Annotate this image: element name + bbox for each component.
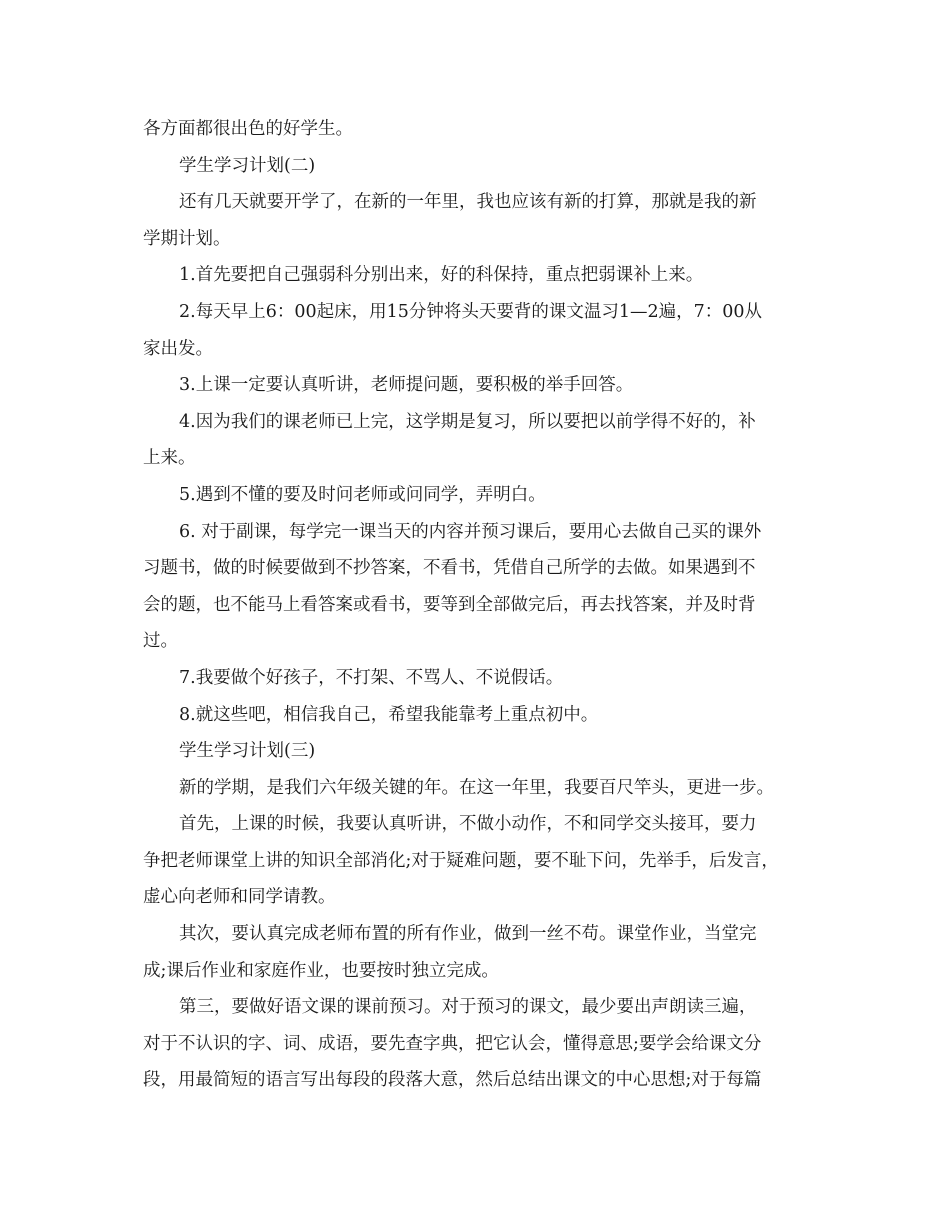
text-line: 新的学期，是我们六年级关键的年。在这一年里，我要百尺竿头，更进一步。 <box>179 777 774 798</box>
section-heading-plan-3: 学生学习计划(三) <box>179 741 316 762</box>
list-item-2: 2.每天早上6：00起床，用15分钟将头天要背的课文温习1—2遍，7：00从 <box>179 301 763 322</box>
document-body <box>143 111 813 1099</box>
text-line: 过。 <box>143 631 178 652</box>
text-line: 学期计划。 <box>143 228 231 249</box>
text-line: 习题书，做的时候要做到不抄答案，不看书，凭借自己所学的去做。如果遇到不 <box>143 558 756 579</box>
text-line: 虚心向老师和同学请教。 <box>143 887 336 908</box>
list-item-6: 6. 对于副课，每学完一课当天的内容并预习课后，要用心去做自己买的课外 <box>179 521 762 542</box>
list-item-7: 7.我要做个好孩子，不打架、不骂人、不说假话。 <box>179 667 564 688</box>
text-line: 上来。 <box>143 448 196 469</box>
text-line: 对于不认识的字、词、成语，要先查字典，把它认会，懂得意思;要学会给课文分 <box>143 1033 762 1054</box>
text-line: 首先，上课的时候，我要认真听讲，不做小动作，不和同学交头接耳，要力 <box>179 814 757 835</box>
list-item-8: 8.就这些吧，相信我自己，希望我能靠考上重点初中。 <box>179 704 599 725</box>
list-item-1: 1.首先要把自己强弱科分别出来，好的科保持，重点把弱课补上来。 <box>179 265 704 286</box>
text-line: 家出发。 <box>143 338 213 359</box>
text-line: 会的题，也不能马上看答案或看书，要等到全部做完后，再去找答案，并及时背 <box>143 594 756 615</box>
text-line: 段，用最简短的语言写出每段的段落大意，然后总结出课文的中心思想;对于每篇 <box>143 1070 762 1091</box>
section-heading-plan-2: 学生学习计划(二) <box>179 155 316 176</box>
list-item-3: 3.上课一定要认真听讲，老师提问题，要积极的举手回答。 <box>179 375 634 396</box>
text-line: 其次，要认真完成老师布置的所有作业，做到一丝不苟。课堂作业，当堂完 <box>179 924 757 945</box>
text-line: 还有几天就要开学了，在新的一年里，我也应该有新的打算，那就是我的新 <box>179 192 757 213</box>
text-line: 成;课后作业和家庭作业，也要按时独立完成。 <box>143 960 499 981</box>
list-item-5: 5.遇到不懂的要及时问老师或问同学，弄明白。 <box>179 484 546 505</box>
list-item-4: 4.因为我们的课老师已上完，这学期是复习，所以要把以前学得不好的，补 <box>179 411 756 432</box>
text-line: 第三，要做好语文课的课前预习。对于预习的课文，最少要出声朗读三遍， <box>179 997 757 1018</box>
text-line: 争把老师课堂上讲的知识全部消化;对于疑难问题，要不耻下问，先举手，后发言， <box>143 850 779 871</box>
text-line: 各方面都很出色的好学生。 <box>143 119 353 139</box>
